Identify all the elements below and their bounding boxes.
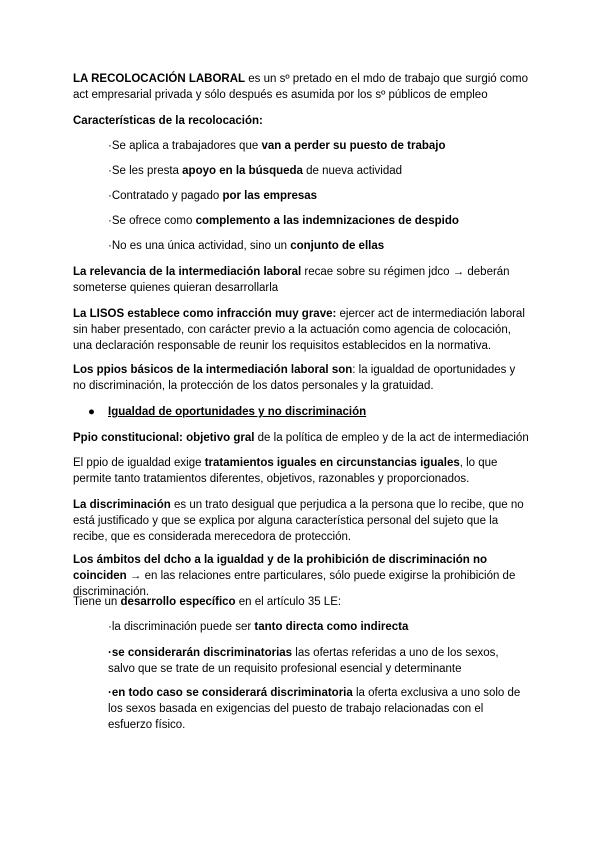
ppios-text: : la igualdad de oportunidades y no discriminación, la protección de los datos personales y la gratuidad. xyxy=(73,364,516,392)
ppio-const-text: de la política de empleo y de la act de intermediación xyxy=(254,432,529,444)
intro-bold: LA RECOLOCACIÓN LABORAL xyxy=(73,73,246,85)
desarrollo-text: en el artículo 35 LE: xyxy=(235,596,342,608)
item-text: ·Se aplica a trabajadores que xyxy=(108,140,262,152)
relevancia-bold: La relevancia de la intermediación laboral xyxy=(73,266,302,278)
item-bold: ·en todo caso se considerará discriminatoria xyxy=(108,687,353,699)
item-bold: ·se considerarán discriminatorias xyxy=(108,647,293,659)
ambitos-bold: Los ámbitos del dcho a la igualdad y de la prohibición de discriminación no coinciden xyxy=(73,554,488,582)
item-text: de nueva actividad xyxy=(302,165,403,177)
ppios-paragraph xyxy=(73,362,529,394)
ppio-const-bold: Ppio constitucional: objetivo gral xyxy=(73,432,255,444)
relevancia-paragraph xyxy=(73,264,529,296)
art35-item xyxy=(108,645,528,677)
discriminacion-bold: La discriminación xyxy=(73,499,171,511)
caracteristicas-heading-text: Características de la recolocación: xyxy=(73,115,263,127)
ppio-constitucional-paragraph xyxy=(73,430,529,446)
item-text: ·Contratado y pagado xyxy=(108,190,223,202)
section-heading-text: Igualdad de oportunidades y no discriminación xyxy=(108,406,367,418)
item-bold: apoyo en la búsqueda xyxy=(182,165,303,177)
discriminacion-text: es un trato desigual que perjudica a la persona que lo recibe, que no está justificado y que se explica por alguna característica personal del sujeto que la recibe, que es considerada merecedora de protección. xyxy=(73,499,524,543)
desarrollo-paragraph xyxy=(73,594,529,610)
caracteristica-item xyxy=(108,188,528,204)
ppios-bold: Los ppios básicos de la intermediación laboral son xyxy=(73,364,353,376)
lisos-bold: La LISOS establece como infracción muy grave: xyxy=(73,308,337,320)
item-text: ·Se ofrece como xyxy=(108,215,196,227)
lisos-paragraph xyxy=(73,306,529,354)
item-bold: por las empresas xyxy=(222,190,318,202)
item-text: ·Se les presta xyxy=(108,165,183,177)
item-bold: complemento a las indemnizaciones de despido xyxy=(195,215,459,227)
caracteristicas-heading xyxy=(73,113,529,129)
lisos-text: ejercer act de intermediación laboral sin haber presentado, con carácter previo a la actuación como agencia de colocación, una declaración responsable de reunir los requisitos establecidos en la normativa. xyxy=(73,308,525,352)
item-text: ·la discriminación puede ser xyxy=(108,621,255,633)
igualdad-bold: tratamientos iguales en circunstancias iguales xyxy=(204,457,460,469)
caracteristica-item xyxy=(108,163,528,179)
ambitos-text: → en las relaciones entre particulares, sólo puede exigirse la prohibición de discriminación. xyxy=(73,570,516,598)
art35-item xyxy=(108,619,528,635)
igualdad-text: , lo que permite tanto tratamientos diferentes, objetivos, razonables y proporcionados. xyxy=(73,457,498,485)
intro-text: es un sº pretado en el mdo de trabajo que surgió como act empresarial privada y sólo después es asumida por los sº públicos de empleo xyxy=(73,73,528,101)
relevancia-text: recae sobre su régimen jdco → deberán someterse quienes quieran desarrollarla xyxy=(73,266,510,294)
caracteristica-item xyxy=(108,213,528,229)
item-bold: conjunto de ellas xyxy=(290,240,385,252)
item-bold: tanto directa como indirecta xyxy=(254,621,409,633)
ambitos-paragraph xyxy=(73,552,529,600)
item-text: ·No es una única actividad, sino un xyxy=(108,240,291,252)
discriminacion-paragraph xyxy=(73,497,529,545)
item-text: la oferta exclusiva a uno solo de los sexos basada en exigencias del puesto de trabajo relacionadas con el esfuerzo físico. xyxy=(108,687,521,731)
caracteristica-item xyxy=(108,238,528,254)
igualdad-text: El ppio de igualdad exige xyxy=(73,457,205,469)
section-heading xyxy=(108,404,528,420)
desarrollo-bold: desarrollo específico xyxy=(120,596,236,608)
intro-paragraph xyxy=(73,71,529,103)
caracteristica-item xyxy=(108,138,528,154)
item-text: las ofertas referidas a uno de los sexos, salvo que se trate de un requisito profesional esencial y determinante xyxy=(108,647,499,675)
igualdad-paragraph xyxy=(73,455,529,487)
desarrollo-text: Tiene un xyxy=(73,596,121,608)
item-bold: van a perder su puesto de trabajo xyxy=(261,140,446,152)
bullet-icon: ● xyxy=(88,406,95,418)
art35-item xyxy=(108,685,528,733)
